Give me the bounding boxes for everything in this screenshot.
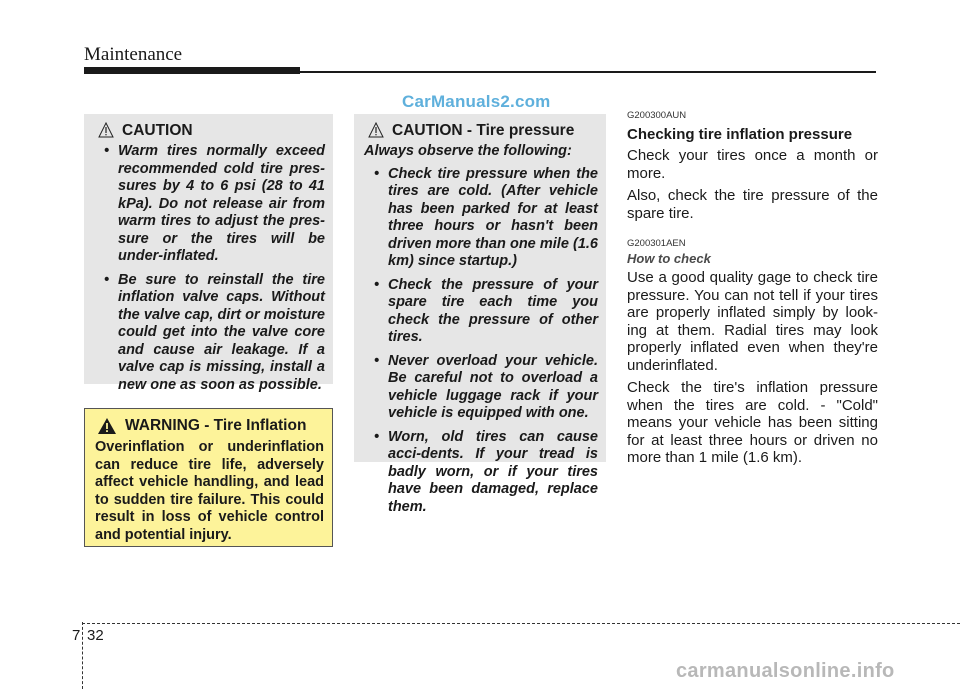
warning-box bbox=[84, 408, 333, 547]
watermark-bottom: carmanualsonline.info bbox=[676, 660, 895, 682]
caution-tire-pressure-box bbox=[354, 114, 606, 515]
header-bar bbox=[84, 67, 300, 74]
list-item: • Warm tires normally exceed recommended cold tire pres-sures by 4 to 6 psi (28 to 41 kPa). Do not release air from warm tires to adjust the pres-sure or the tires will be under-inflated. bbox=[104, 143, 325, 264]
header-title: Maintenance bbox=[84, 44, 183, 65]
list-item: • Check the pressure of your spare tire each time you check the pressure of other tires. bbox=[374, 276, 598, 345]
section-heading: Checking tire inflation pressure bbox=[627, 126, 853, 143]
caution-list bbox=[94, 143, 325, 394]
subheading: How to check bbox=[627, 251, 711, 266]
paragraph: Check the tire's inflation pressure when the tires are cold. - "Cold" means your vehicle has been sitting for at least three hours or driven no more than 1 mile (1.6 km). bbox=[627, 379, 878, 466]
warning-body: Overinflation or underinflation can reduce tire life, adversely affect vehicle handling, and lead to sudden tire failure. This could result in loss of vehicle control and potential injury. bbox=[95, 439, 324, 543]
caution-tire-pressure-title bbox=[368, 122, 598, 140]
footer-rule bbox=[82, 623, 960, 624]
warning-triangle-icon bbox=[97, 417, 117, 435]
caution-triangle-icon bbox=[368, 122, 384, 138]
footer-divider bbox=[82, 622, 83, 689]
paragraph: Also, check the tire pressure of the spare tire. bbox=[627, 187, 878, 222]
section-text bbox=[627, 110, 878, 472]
caution-intro: Always observe the following: bbox=[364, 143, 572, 159]
warning-title bbox=[97, 417, 324, 435]
list-item: • Check tire pressure when the tires are cold. (After vehicle has been parked for at least three hours or hasn't been driven more than one mile (1.6 km) since startup.) bbox=[374, 165, 598, 269]
list-item: • Be sure to reinstall the tire inflation valve caps. Without the valve cap, dirt or moisture could get into the valve core and cause air leakage. If a valve cap is missing, install a new one as soon as possible. bbox=[104, 271, 325, 393]
paragraph: Check your tires once a month or more. bbox=[627, 147, 878, 182]
caution-title bbox=[98, 122, 325, 140]
paragraph: Use a good quality gage to check tire pressure. You can not tell if your tires are properly inflated simply by look-ing at them. Radial tires may look properly inflated even when they're underinflated. bbox=[627, 269, 878, 374]
caution-box bbox=[84, 114, 333, 393]
chapter-number: 7 bbox=[72, 627, 81, 644]
caution-triangle-icon bbox=[98, 122, 114, 138]
watermark-top: CarManuals2.com bbox=[402, 92, 551, 111]
warning-title-text: WARNING - Tire Inflation bbox=[125, 417, 307, 434]
header-rule bbox=[300, 71, 876, 73]
caution-tire-pressure-list bbox=[364, 166, 598, 517]
caution-title-text: CAUTION bbox=[122, 122, 193, 139]
page-number: 32 bbox=[87, 627, 104, 644]
section-code: G200300AUN bbox=[627, 110, 687, 121]
caution-tire-pressure-title-text: CAUTION - Tire pressure bbox=[392, 122, 575, 139]
list-item: • Never overload your vehicle. Be careful not to overload a vehicle luggage rack if your vehicle is equipped with one. bbox=[374, 352, 598, 421]
list-item: • Worn, old tires can cause acci-dents. If your tread is badly worn, or if your tires have been damaged, replace them. bbox=[374, 428, 598, 515]
section-code: G200301AEN bbox=[627, 238, 686, 249]
